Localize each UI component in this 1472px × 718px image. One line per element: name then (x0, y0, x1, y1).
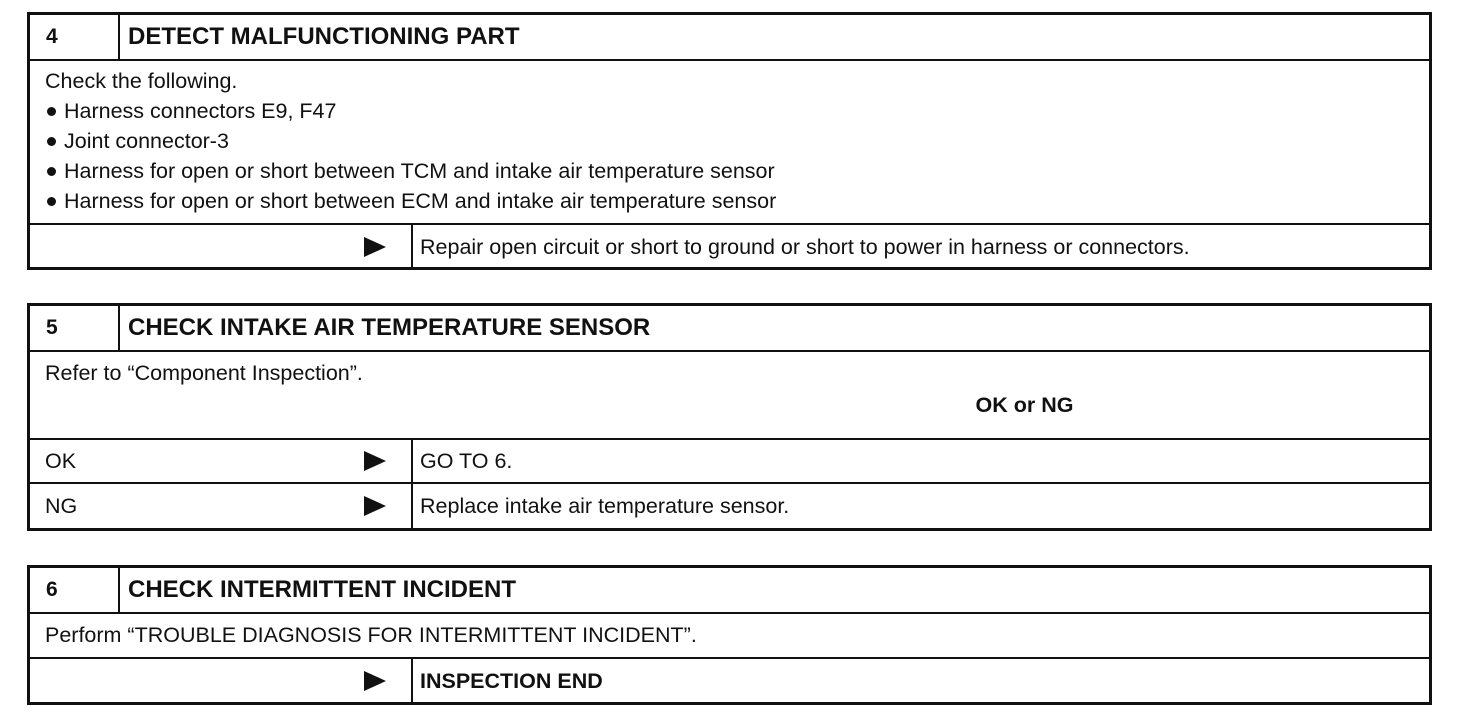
result-row (30, 225, 1429, 269)
result-action: Repair open circuit or short to ground or short to power in harness or connectors. (420, 234, 1190, 259)
result-label: OK (45, 448, 77, 473)
step-body (30, 614, 1429, 659)
decision-label: OK or NG (975, 393, 1074, 417)
list-item (45, 156, 776, 186)
result-row (30, 484, 1429, 528)
step-title: CHECK INTERMITTENT INCIDENT (128, 576, 516, 603)
step-title: DETECT MALFUNCTIONING PART (128, 23, 520, 50)
bullet-icon (47, 197, 56, 206)
result-action: GO TO 6. (420, 448, 513, 473)
result-label: NG (45, 493, 78, 518)
step-intro: Check the following. (45, 69, 238, 93)
step-instruction: Refer to “Component Inspection”. (45, 361, 363, 385)
step-body (30, 352, 1429, 440)
bullet-icon (47, 107, 56, 116)
result-row (30, 440, 1429, 484)
step-number: 6 (30, 568, 120, 612)
step-4-box (27, 12, 1432, 270)
arrow-right-icon (364, 496, 386, 516)
list-item-text: Joint connector-3 (64, 129, 229, 153)
list-item (45, 186, 776, 216)
list-item-text: Harness for open or short between ECM and intake air temperature sensor (64, 189, 777, 213)
step-number: 4 (30, 15, 120, 59)
step-header (30, 15, 1429, 61)
result-action: Replace intake air temperature sensor. (420, 493, 790, 518)
list-item-text: Harness connectors E9, F47 (64, 99, 337, 123)
step-header (30, 568, 1429, 614)
arrow-right-icon (364, 451, 386, 471)
step-number: 5 (30, 306, 120, 350)
arrow-right-icon (364, 237, 386, 257)
step-body (30, 61, 1429, 225)
result-row (30, 659, 1429, 703)
step-instruction: Perform “TROUBLE DIAGNOSIS FOR INTERMITTENT INCIDENT”. (45, 623, 697, 647)
step-5-box (27, 303, 1432, 531)
result-action: INSPECTION END (420, 668, 603, 693)
step-title: CHECK INTAKE AIR TEMPERATURE SENSOR (128, 314, 651, 341)
arrow-right-icon (364, 671, 386, 691)
bullet-icon (47, 137, 56, 146)
list-item (45, 96, 776, 126)
list-item (45, 126, 776, 156)
bullet-icon (47, 167, 56, 176)
step-header (30, 306, 1429, 352)
list-item-text: Harness for open or short between TCM and intake air temperature sensor (64, 159, 775, 183)
step-6-box (27, 565, 1432, 705)
